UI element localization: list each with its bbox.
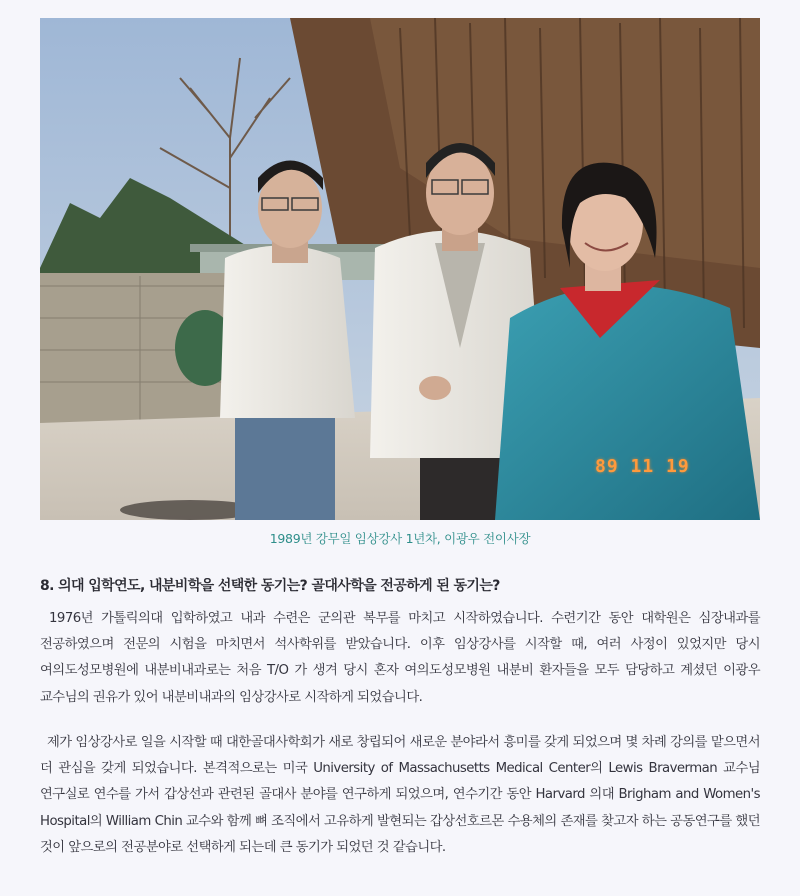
answer-paragraph-2: 제가 임상강사로 일을 시작할 때 대한골대사학회가 새로 창립되어 새로운 분야라서 흥미를 갖게 되었으며 몇 차례 강의를 맡으면서 더 관심을 갖게 되었습니다. 본격적으로는 미국 University of Massachusetts Medical Center의 Lewis Braverman 교수님 연구실로 연수를 가서 갑상선과 관련된 골대사 분야를 연구하게 되었으며, 연수기간 동안 Harvard 의대 Brigham and Women's Hospital의 William Chin 교수와 함께 뼈 조직에서 고유하게 발현되는 갑상선호르몬 수용체의 존재를 찾고자 하는 공동연구를 했던 것이 앞으로의 전공분야로 선택하게 되는데 큰 동기가 되었던 것 같습니다. [40, 735, 760, 855]
photo-illustration [40, 18, 760, 520]
answer-paragraph-1: 1976년 가톨릭의대 입학하였고 내과 수련은 군의관 복무를 마치고 시작하였습니다. 수련기간 동안 대학원은 심장내과를 전공하였으며 전문의 시험을 마치면서 석사학위를 받았습니다. 이후 임상강사를 시작할 때, 여러 사정이 있었지만 당시 여의도성모병원에 내분비내과로는 처음 T/O 가 생겨 당시 혼자 여의도성모병원 내분비 환자들을 모두 담당하고 계셨던 이광우 교수님의 권유가 있어 내분비내과의 임상강사로 시작하게 되었습니다. [40, 611, 760, 705]
photo-caption: 1989년 강무일 임상강사 1년차, 이광우 전이사장 [269, 531, 531, 546]
date-stamp: 89 11 19 [595, 456, 690, 477]
photo [40, 18, 760, 520]
section-question: 8. 의대 입학연도, 내분비학을 선택한 동기는? 골대사학을 전공하게 된 동기는? [40, 578, 500, 594]
